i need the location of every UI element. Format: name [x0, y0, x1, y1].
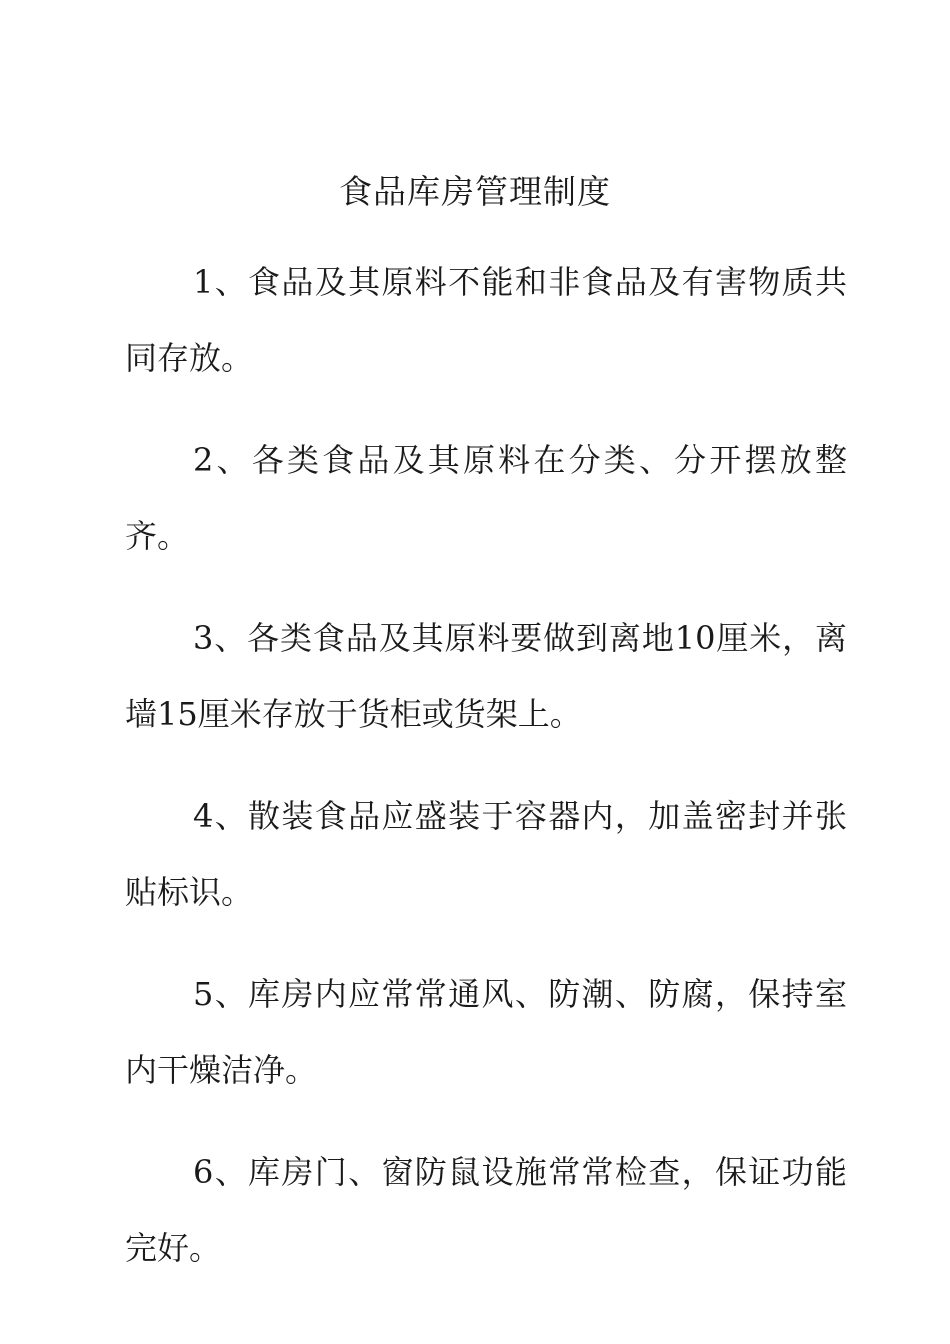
document-title: 食品库房管理制度 — [339, 172, 611, 211]
rule-paragraph-3: 3、各类食品及其原料要做到离地10厘米，离墙15厘米存放于货柜或货架上。 — [125, 619, 847, 733]
rule-paragraph-5: 5、库房内应常常通风、防潮、防腐，保持室内干燥洁净。 — [125, 975, 847, 1089]
rule-paragraph-4: 4、散装食品应盛装于容器内，加盖密封并张贴标识。 — [125, 797, 847, 911]
rule-paragraph-6: 6、库房门、窗防鼠设施常常检查，保证功能完好。 — [125, 1153, 847, 1267]
rule-paragraph-1: 1、食品及其原料不能和非食品及有害物质共同存放。 — [125, 263, 847, 377]
document-body — [125, 244, 847, 1312]
rule-paragraph-2: 2、各类食品及其原料在分类、分开摆放整齐。 — [125, 441, 847, 555]
